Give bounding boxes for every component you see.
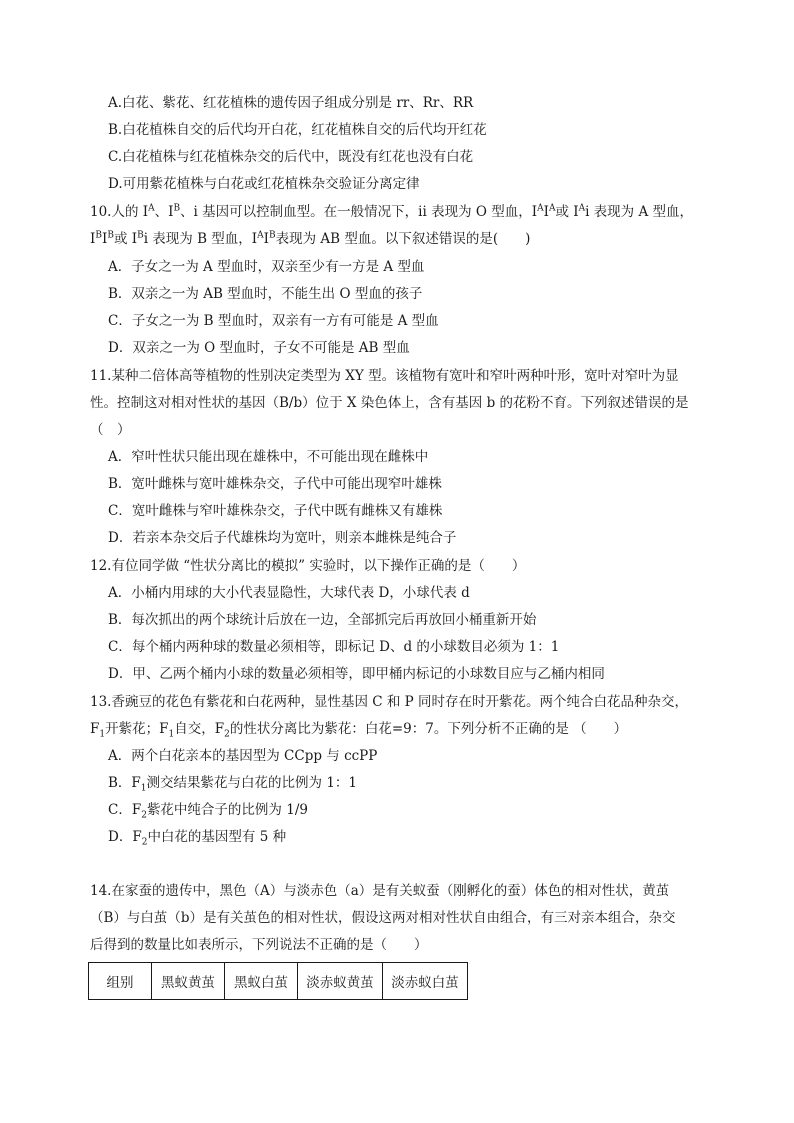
q9-option-d: D.可用紫花植株与白花或红花植株杂交验证分离定律 [108, 176, 420, 192]
q14-stem-line3: 后得到的数量比如表所示，下列说法不正确的是（ ） [90, 937, 428, 953]
q11-stem-line2: 性。控制这对相对性状的基因（B/b）位于 X 染色体上，含有基因 b 的花粉不育。下列叙述错误的是 [90, 395, 689, 411]
table-header-cell: 淡赤蚁白茧 [383, 963, 468, 1000]
q10-option-b: B．双亲之一为 AB 型血时，不能生出 O 型血的孩子 [108, 286, 423, 302]
q10-stem-line1: 10.人的 $I^A$、$I^B$、i 基因可以控制血型。在一般情况下，ii 表现为 O 型血，$I^AI^A$或 $I^Ai$ 表现为 A 型血， [90, 203, 694, 220]
q11-option-c: C．宽叶雌株与窄叶雄株杂交，子代中既有雌株又有雄株 [108, 503, 443, 519]
q13-stem-line2: $F_1$开紫花；$F_1$自交，$F_2$的性状分离比为紫花：白花=9：7。下列分析不正确的是 （ ） [90, 721, 628, 740]
q13-option-d: D．$F_2$中白花的基因型有 5 种 [108, 829, 287, 848]
q11-option-b: B．宽叶雌株与宽叶雄株杂交，子代中可能出现窄叶雄株 [108, 476, 442, 492]
q12-option-a: A．小桶内用球的大小代表显隐性，大球代表 D，小球代表 d [108, 585, 470, 601]
q12-option-b: B．每次抓出的两个球统计后放在一边，全部抓完后再放回小桶重新开始 [108, 612, 537, 628]
q12-stem: 12.有位同学做 “性状分离比的模拟” 实验时，以下操作正确的是（ ） [90, 558, 526, 574]
q13-stem-line1: 13.香豌豆的花色有紫花和白花两种，显性基因 C 和 P 同时存在时开紫花。两个纯合白花品种杂交， [90, 694, 689, 710]
q11-option-d: D．若亲本杂交后子代雄株均为宽叶，则亲本雌株是纯合子 [108, 530, 457, 546]
q9-option-a: A.白花、紫花、红花植株的遗传因子组成分别是 rr、Rr、RR [108, 95, 474, 111]
q11-stem-line3: （ ） [90, 422, 131, 438]
q9-option-b: B.白花植株自交的后代均开白花，红花植株自交的后代均开红花 [108, 122, 487, 138]
table-header-cell: 淡赤蚁黄茧 [298, 963, 383, 1000]
q12-option-d: D．甲、乙两个桶内小球的数量必须相等，即甲桶内标记的小球数目应与乙桶内相同 [108, 666, 605, 682]
q10-option-c: C．子女之一为 B 型血时，双亲有一方有可能是 A 型血 [108, 313, 439, 329]
q10-stem-line2: $I^BI^B$或 $I^Bi$ 表现为 B 型血，$I^AI^B$表现为 AB 型血。以下叙述错误的是( ) [90, 230, 531, 247]
table-header-cell: 黑蚁黄茧 [152, 963, 225, 1000]
q14-stem-line2: （B）与白茧（b）是有关茧色的相对性状，假设这两对相对性状自由组合，有三对亲本组合，杂交 [90, 910, 676, 926]
q13-option-b: B．$F_1$测交结果紫花与白花的比例为 1：1 [108, 775, 358, 794]
q11-option-a: A．窄叶性状只能出现在雄株中，不可能出现在雌株中 [108, 449, 429, 465]
q14-stem-line1: 14.在家蚕的遗传中，黑色（A）与淡赤色（a）是有关蚁蚕（刚孵化的蚕）体色的相对性状，黄茧 [90, 883, 670, 899]
q12-option-c: C．每个桶内两种球的数量必须相等，即标记 D、d 的小球数目必须为 1：1 [108, 639, 560, 655]
q9-option-c: C.白花植株与红花植株杂交的后代中，既没有红花也没有白花 [108, 149, 474, 165]
q13-option-c: C．$F_2$紫花中纯合子的比例为 1/9 [108, 802, 308, 821]
table-header-cell: 组别 [89, 963, 152, 1000]
table-header-cell: 黑蚁白茧 [225, 963, 298, 1000]
table-header-row [89, 963, 468, 1000]
q11-stem-line1: 11.某种二倍体高等植物的性别决定类型为 XY 型。该植物有宽叶和窄叶两种叶形，宽叶对窄叶为显 [90, 368, 679, 384]
silkworm-table [88, 962, 468, 1000]
q13-option-a: A．两个白花亲本的基因型为 CCpp 与 ccPP [108, 748, 378, 764]
q10-option-a: A．子女之一为 A 型血时，双亲至少有一方是 A 型血 [108, 259, 425, 275]
q10-option-d: D．双亲之一为 O 型血时，子女不可能是 AB 型血 [108, 340, 410, 356]
